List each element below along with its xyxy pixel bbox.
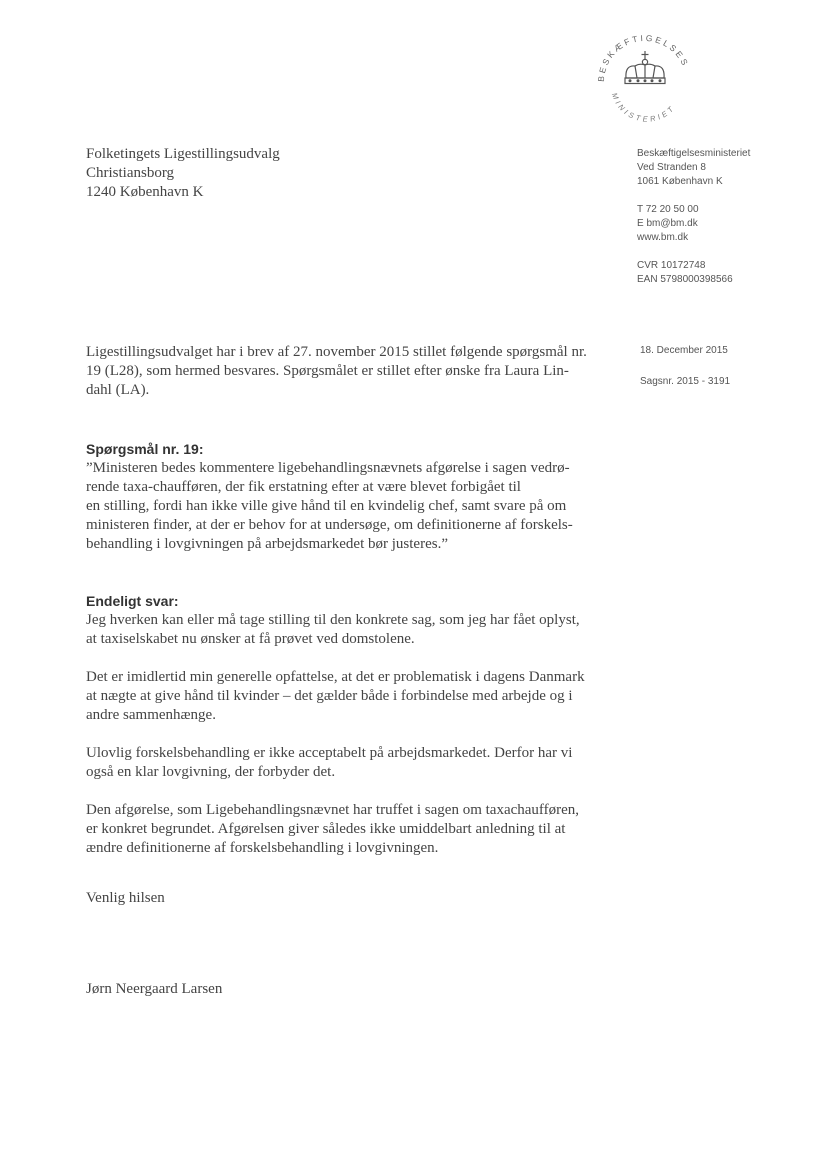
recipient-line: 1240 København K [86,184,204,200]
answer-paragraph [86,668,606,725]
answer-line: Det er imidlertid min generelle opfattelse, at det er problematisk i dagens Danmark [86,669,585,685]
recipient-address [86,145,280,202]
question-text [86,459,606,554]
signatory-name: Jørn Neergaard Larsen [86,981,223,997]
answer-line: Jeg hverken kan eller må tage stilling til den konkrete sag, som jeg har fået oplyst, [86,612,580,628]
sender-ean: EAN 5798000398566 [637,274,733,285]
question-line: behandling i lovgivningen på arbejdsmarkedet bør justeres.” [86,536,448,552]
intro-line: 19 (L28), som hermed besvares. Spørgsmålet er stillet efter ønske fra Laura Lin- [86,363,569,379]
seal-top-text: BESKÆFTIGELSES [595,32,692,83]
sender-city: 1061 København K [637,176,723,187]
answer-paragraph [86,744,606,782]
letter-body [86,343,606,999]
answer-line: at taxiselskabet nu ønsker at få prøvet ved domstolene. [86,631,415,647]
sender-email: E bm@bm.dk [637,218,698,229]
closing-greeting: Venlig hilsen [86,890,165,906]
sender-phone: T 72 20 50 00 [637,204,699,215]
sender-name: Beskæftigelsesministeriet [637,148,751,159]
question-heading: Spørgsmål nr. 19: [86,441,204,457]
intro-paragraph [86,343,606,400]
answer-paragraph [86,801,606,858]
question-line: rende taxa-chaufføren, der fik erstatning efter at være blevet forbigået til [86,479,521,495]
question-line: ministeren finder, at der er behov for at undersøge, om definitionerne af forskels- [86,517,573,533]
crown-icon [625,51,665,84]
seal-bottom-text: MINISTERIET [609,91,678,124]
question-line: ”Ministeren bedes kommentere ligebehandlingsnævnets afgørelse i sagen vedrø- [86,460,570,476]
answer-line: ændre definitionerne af forskelsbehandling i lovgivningen. [86,840,439,856]
answer-line: at nægte at give hånd til kvinder – det gælder både i forbindelse med arbejde og i [86,688,573,704]
answer-line: er konkret begrundet. Afgørelsen giver således ikke umiddelbart anledning til at [86,821,566,837]
recipient-line: Christiansborg [86,165,175,181]
question-line: en stilling, fordi han ikke ville give hånd til en kvindelig chef, samt svare på om [86,498,567,514]
intro-line: Ligestillingsudvalget har i brev af 27. november 2015 stillet følgende spørgsmål nr. [86,344,587,360]
case-number: Sagsnr. 2015 - 3191 [640,376,731,387]
answer-line: Ulovlig forskelsbehandling er ikke acceptabelt på arbejdsmarkedet. Derfor har vi [86,745,573,761]
ministry-seal [590,20,700,130]
sender-block [637,147,750,287]
answer-line: Den afgørelse, som Ligebehandlingsnævnet har truffet i sagen om taxachaufføren, [86,802,580,818]
letter-date: 18. December 2015 [640,345,728,356]
sender-cvr: CVR 10172748 [637,260,706,271]
intro-line: dahl (LA). [86,382,150,398]
sender-street: Ved Stranden 8 [637,162,706,173]
answer-heading: Endeligt svar: [86,593,179,609]
recipient-line: Folketingets Ligestillingsudvalg [86,146,280,162]
answer-line: andre sammenhænge. [86,707,216,723]
sender-web: www.bm.dk [637,232,689,243]
answer-paragraph [86,611,606,649]
answer-line: også en klar lovgivning, der forbyder det. [86,764,336,780]
